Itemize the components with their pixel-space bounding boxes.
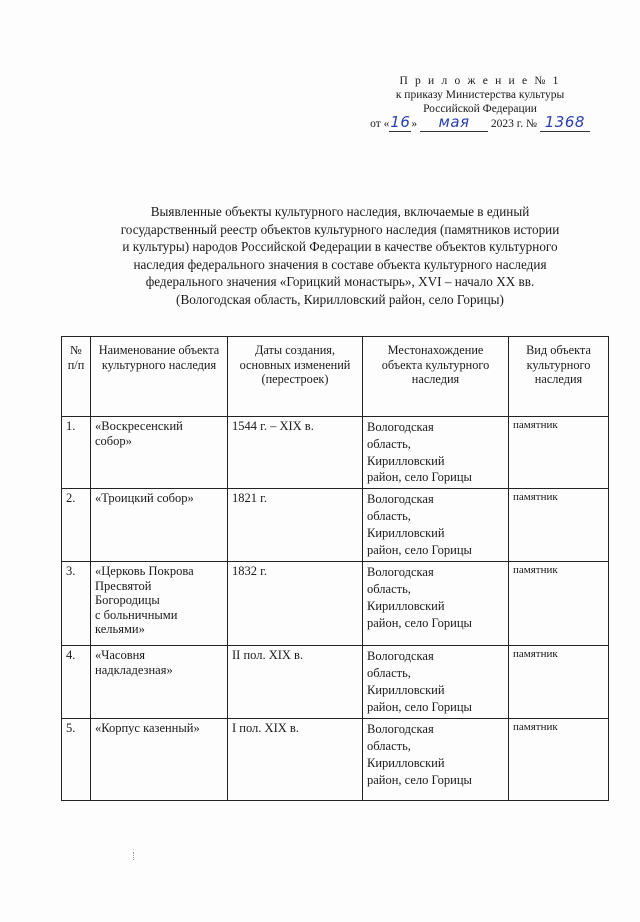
title-line: федерального значения «Горицкий монастырь», XVI – начало XX вв. (145, 274, 535, 290)
object-location-line: Кирилловский (367, 755, 445, 770)
table-row (62, 489, 609, 562)
object-date-cell: 1544 г. – XIX в. (228, 417, 363, 489)
table-header-row (62, 337, 609, 417)
order-day-blank (389, 113, 411, 132)
appendix-ministry: Российской Федерации (423, 103, 537, 115)
object-name-cell (91, 719, 228, 801)
object-location-line: Вологодская (367, 649, 434, 664)
object-date-cell: 1821 г. (228, 489, 363, 562)
object-location-cell (363, 646, 509, 719)
object-name-line: «Троицкий собор» (95, 491, 194, 506)
object-kind-cell: памятник (509, 719, 609, 801)
column-header-dates: Даты создания, основных изменений (перестроек) (228, 337, 363, 417)
object-date-cell: II пол. XIX в. (228, 646, 363, 719)
object-location-line: область, (367, 665, 411, 680)
object-location-line: район, село Горицы (367, 615, 472, 630)
object-location-line: Вологодская (367, 420, 434, 434)
title-line: (Вологодская область, Кирилловский район, село Горицы) (176, 291, 504, 307)
title-line: наследия федерального значения в составе объекта культурного наследия (133, 256, 547, 272)
object-location-line: Кирилловский (367, 453, 445, 468)
row-number-cell: 1. (62, 417, 91, 489)
column-header-location: Местонахождение объекта культурного наследия (363, 337, 509, 417)
object-name-line: с больничными (95, 607, 178, 622)
object-name-cell (91, 489, 228, 562)
order-from-prefix: от « (370, 118, 390, 130)
order-number-blank (540, 113, 590, 132)
object-name-line: «Воскресенский (95, 419, 183, 433)
row-number-cell: 5. (62, 719, 91, 801)
object-location-line: Кирилловский (367, 682, 445, 697)
object-kind-cell: памятник (509, 417, 609, 489)
object-location-line: область, (367, 436, 411, 451)
object-name-line: надкладезная» (95, 662, 173, 677)
object-location-line: Вологодская (367, 722, 434, 737)
object-location-line: область, (367, 581, 411, 596)
order-month-blank (420, 113, 488, 132)
document-title (90, 203, 590, 309)
object-name-cell (91, 417, 228, 489)
order-day-handwritten: 16 (390, 113, 411, 131)
object-location-line: Кирилловский (367, 598, 445, 613)
object-name-line: собор» (95, 433, 132, 448)
object-location-line: район, село Горицы (367, 542, 472, 557)
title-line: Выявленные объекты культурного наследия, включаемые в единый (150, 204, 530, 219)
appendix-order-ref: к приказу Министерства культуры (395, 89, 565, 101)
object-location-line: область, (367, 508, 411, 523)
object-kind-cell: памятник (509, 489, 609, 562)
object-name-line: «Церковь Покрова (95, 564, 194, 579)
heritage-objects-table (61, 336, 609, 801)
object-location-cell (363, 417, 509, 489)
object-location-cell (363, 489, 509, 562)
object-date-cell: I пол. XIX в. (228, 719, 363, 801)
object-name-cell (91, 562, 228, 646)
object-location-cell (363, 719, 509, 801)
row-number-cell: 4. (62, 646, 91, 719)
order-year-text: 2023 г. № (490, 118, 537, 130)
object-location-cell (363, 562, 509, 646)
appendix-header (360, 74, 600, 132)
object-kind-cell: памятник (509, 562, 609, 646)
order-date-line (360, 113, 600, 132)
order-number-handwritten: 1368 (544, 113, 585, 131)
table-row (62, 562, 609, 646)
object-location-line: область, (367, 738, 411, 753)
table-row (62, 417, 609, 489)
object-location-line: Кирилловский (367, 525, 445, 540)
column-header-name: Наименование объекта культурного наследия (91, 337, 228, 417)
order-month-handwritten: мая (438, 113, 470, 131)
table-row (62, 719, 609, 801)
column-header-kind: Вид объекта культурного наследия (509, 337, 609, 417)
scan-mark (133, 852, 136, 860)
column-header-number: № п/п (62, 337, 91, 417)
row-number-cell: 2. (62, 489, 91, 562)
object-location-line: район, село Горицы (367, 772, 472, 787)
object-date-cell: 1832 г. (228, 562, 363, 646)
object-location-line: Вологодская (367, 492, 434, 507)
object-location-line: район, село Горицы (367, 470, 472, 485)
object-name-line: кельями» (95, 622, 145, 637)
object-kind-cell: памятник (509, 646, 609, 719)
appendix-label: П р и л о ж е н и е № 1 (399, 75, 561, 87)
object-name-cell (91, 646, 228, 719)
object-name-line: «Корпус казенный» (95, 721, 200, 736)
object-name-line: Пресвятой (95, 578, 152, 593)
table-row (62, 646, 609, 719)
object-name-line: «Часовня (95, 648, 146, 663)
order-quote-close: » (411, 118, 418, 130)
object-location-line: район, село Горицы (367, 699, 472, 714)
row-number-cell: 3. (62, 562, 91, 646)
title-line: и культуры) народов Российской Федерации в качестве объектов культурного (122, 239, 558, 255)
title-line: государственный реестр объектов культурного наследия (памятников истории (120, 221, 560, 237)
object-name-line: Богородицы (95, 593, 160, 608)
object-location-line: Вологодская (367, 565, 434, 580)
